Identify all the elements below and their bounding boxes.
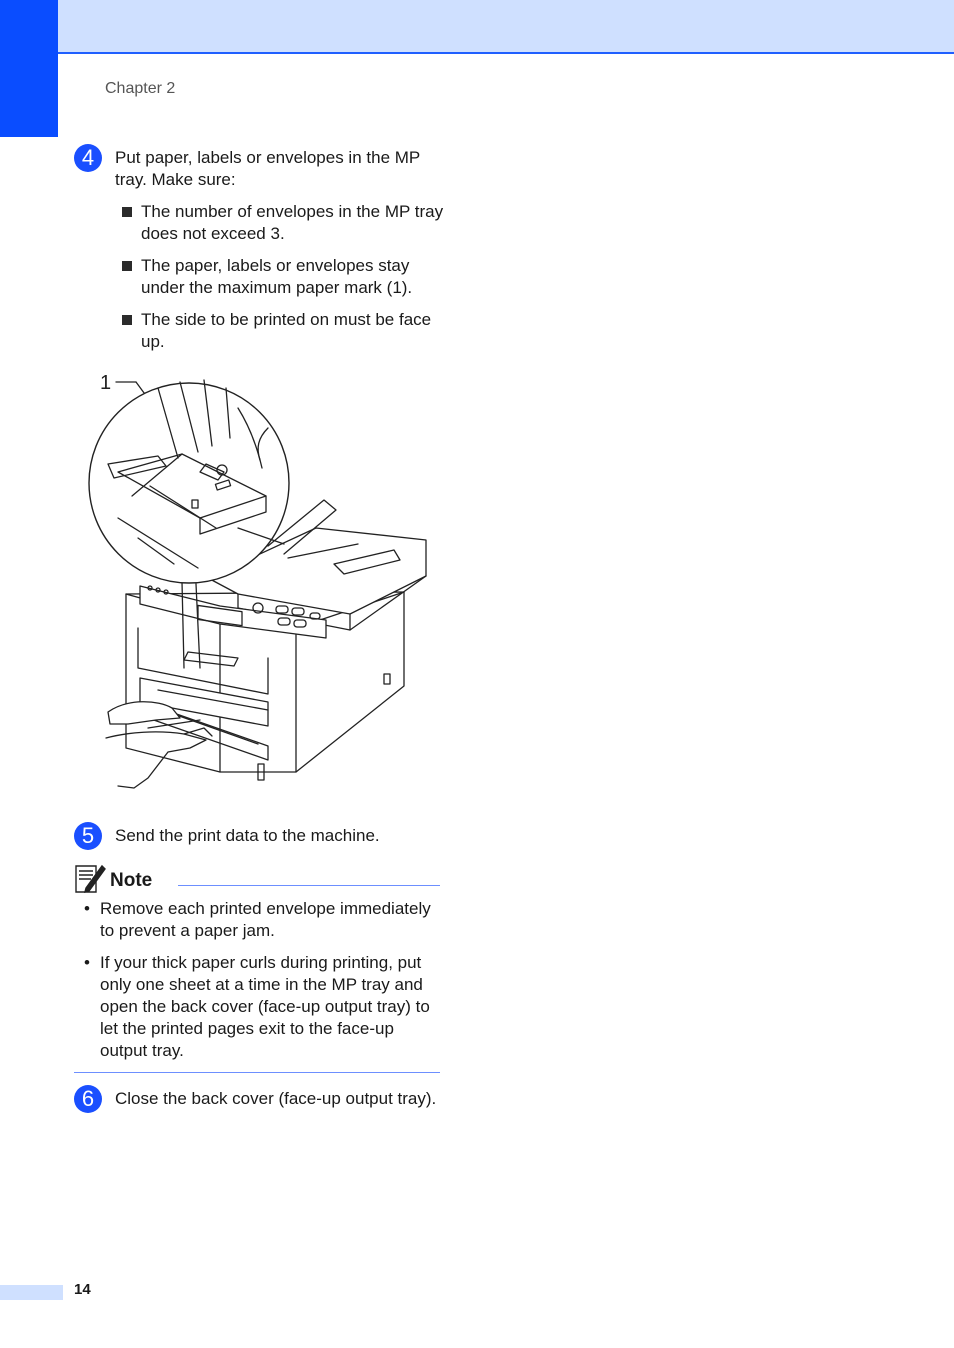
note-title: Note <box>110 870 153 891</box>
note-item: • Remove each printed envelope immediately to prevent a paper jam. <box>84 899 431 940</box>
page-number: 14 <box>74 1281 91 1298</box>
bullet-item: The side to be printed on must be face up. <box>122 309 444 353</box>
note-item: • If your thick paper curls during printing, put only one sheet at a time in the MP tray and open the back cover (face-up output tray) to let the printed pages exit to the face-up output tray. <box>84 953 430 1060</box>
note-box <box>74 862 440 1072</box>
step-text: Put paper, labels or envelopes in the MP tray. Make sure: <box>115 148 420 189</box>
note-divider <box>178 885 440 886</box>
header-band <box>0 0 954 54</box>
footer-tab <box>0 1285 63 1300</box>
step-text: Send the print data to the machine. <box>115 826 380 845</box>
note-list <box>74 898 440 1062</box>
bullet-dot-icon: • <box>84 953 90 972</box>
step-text: Close the back cover (face-up output tray). <box>115 1089 437 1108</box>
bullet-dot-icon: • <box>84 899 90 918</box>
printer-illustration <box>88 368 433 800</box>
chapter-label: Chapter 2 <box>105 80 176 97</box>
step-number-badge: 4 <box>74 144 102 172</box>
bullet-item: The paper, labels or envelopes stay under the maximum paper mark (1). <box>122 255 444 299</box>
step-number-badge: 5 <box>74 822 102 850</box>
note-header <box>74 862 440 894</box>
square-bullet-icon <box>122 207 132 217</box>
callout-label: 1 <box>100 372 112 394</box>
step-4 <box>74 144 444 363</box>
bullet-item: The number of envelopes in the MP tray does not exceed 3. <box>122 201 444 245</box>
note-bottom-rule <box>74 1072 440 1073</box>
step-number-badge: 6 <box>74 1085 102 1113</box>
step-6 <box>74 1085 444 1110</box>
step-5 <box>74 822 444 847</box>
chapter-tab <box>0 0 58 137</box>
step-bullet-list <box>74 201 444 353</box>
note-pencil-icon <box>74 862 106 894</box>
square-bullet-icon <box>122 315 132 325</box>
printer-drawing <box>88 368 433 800</box>
square-bullet-icon <box>122 261 132 271</box>
